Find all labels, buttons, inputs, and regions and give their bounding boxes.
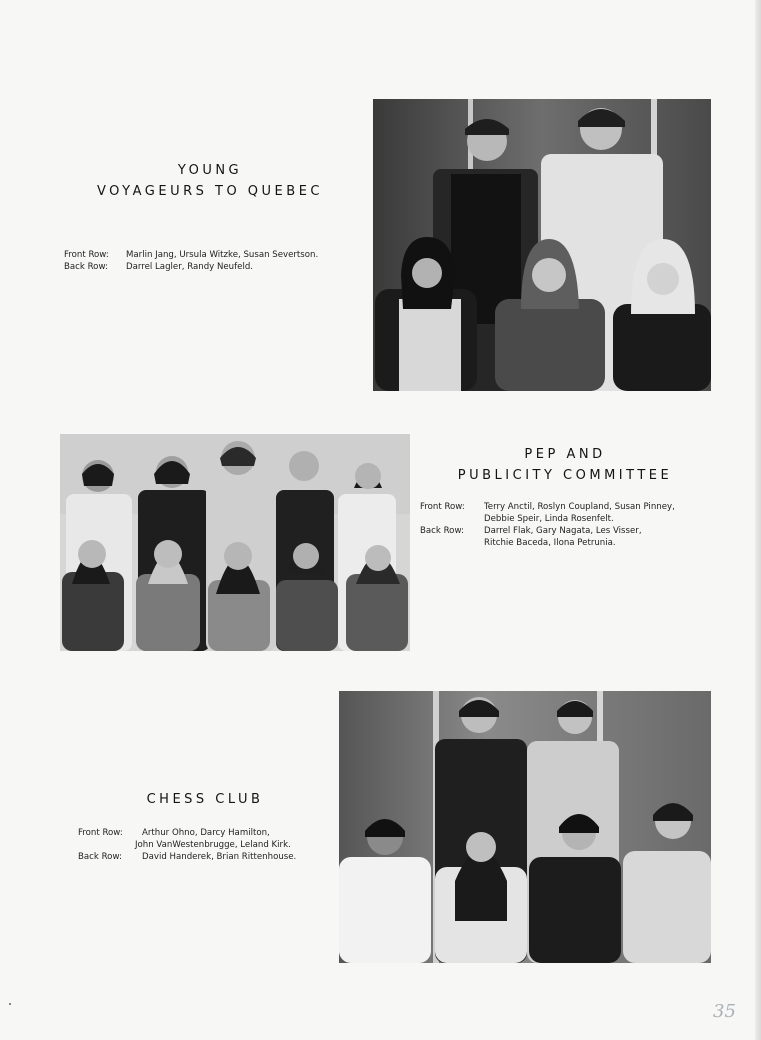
front-row-caption bbox=[64, 249, 318, 261]
group-photo-pep-committee bbox=[60, 434, 410, 651]
front-row-names: Arthur Ohno, Darcy Hamilton, bbox=[142, 828, 270, 838]
caption-chess-club bbox=[78, 827, 296, 863]
front-row-label: Front Row: bbox=[420, 502, 465, 512]
back-row-caption bbox=[78, 851, 296, 863]
section-heading-voyageurs bbox=[60, 160, 360, 202]
front-row-names-cont: Debbie Speir, Linda Rosenfelt. bbox=[484, 514, 614, 524]
front-row-caption bbox=[78, 827, 296, 839]
front-row-label: Front Row: bbox=[64, 250, 109, 260]
section-heading-chess-club bbox=[60, 789, 350, 810]
back-row-caption bbox=[420, 525, 675, 537]
group-photo-voyageurs bbox=[373, 99, 711, 391]
heading-line: YOUNG bbox=[177, 163, 243, 178]
back-row-label: Back Row: bbox=[64, 262, 108, 272]
page-edge bbox=[755, 0, 761, 1040]
heading-line: PEP AND bbox=[524, 447, 606, 462]
page-mark bbox=[9, 1003, 11, 1005]
group-photo-chess-club bbox=[339, 691, 711, 963]
back-row-names: David Handerek, Brian Rittenhouse. bbox=[142, 852, 297, 862]
heading-line: CHESS CLUB bbox=[146, 792, 264, 807]
back-row-names: Darrel Lagler, Randy Neufeld. bbox=[126, 262, 254, 272]
heading-line: PUBLICITY COMMITTEE bbox=[457, 468, 673, 483]
back-row-label: Back Row: bbox=[78, 852, 122, 862]
front-row-caption bbox=[420, 501, 675, 513]
back-row-caption bbox=[64, 261, 318, 273]
back-row-label: Back Row: bbox=[420, 526, 464, 536]
heading-line: VOYAGEURS TO QUEBEC bbox=[97, 184, 323, 199]
caption-voyageurs bbox=[64, 249, 318, 273]
back-row-names-cont: Ritchie Baceda, Ilona Petrunia. bbox=[484, 538, 616, 548]
front-row-names: Marlin Jang, Ursula Witzke, Susan Severtson. bbox=[126, 250, 319, 260]
front-row-label: Front Row: bbox=[78, 828, 123, 838]
section-heading-pep-committee bbox=[420, 444, 710, 486]
front-row-names-cont: John VanWestenbrugge, Leland Kirk. bbox=[135, 840, 291, 850]
front-row-names: Terry Anctil, Roslyn Coupland, Susan Pinney, bbox=[484, 502, 675, 512]
page-number: 35 bbox=[713, 1001, 736, 1022]
back-row-names: Darrel Flak, Gary Nagata, Les Visser, bbox=[484, 526, 642, 536]
caption-pep-committee bbox=[420, 501, 675, 549]
